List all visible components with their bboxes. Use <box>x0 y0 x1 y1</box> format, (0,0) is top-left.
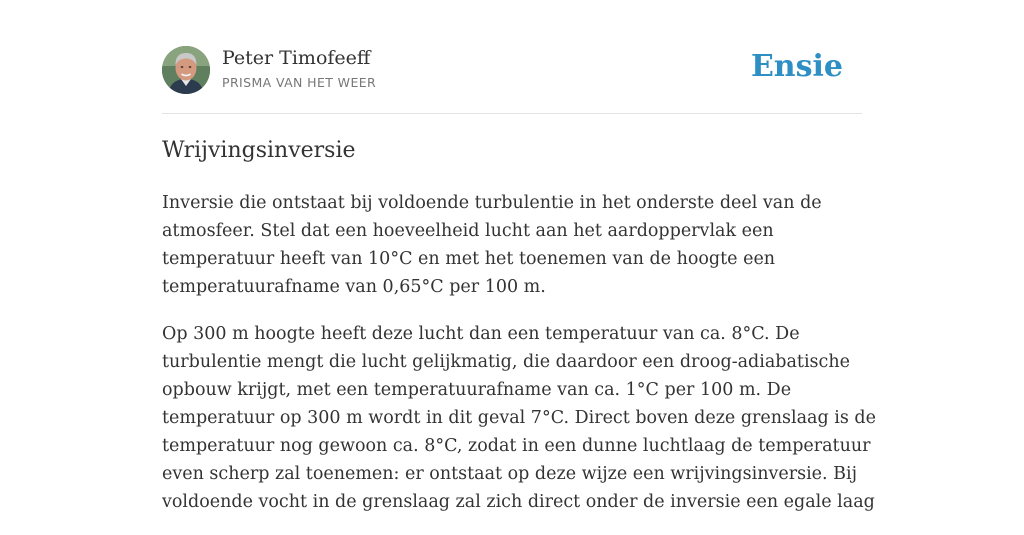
text-line: turbulentie mengt die lucht gelijkmatig, die daardoor een droog-adiabatische <box>162 352 850 372</box>
author-source[interactable]: PRISMA VAN HET WEER <box>222 75 377 90</box>
text-line: Inversie die ontstaat bij voldoende turbulentie in het onderste deel van de <box>162 193 822 213</box>
text-line: even scherp zal toenemen: er ontstaat op deze wijze een wrijvingsinversie. Bij <box>162 464 858 484</box>
author-header <box>162 46 862 96</box>
text-line: opbouw krijgt, met een temperatuurafname van ca. 1°C per 100 m. De <box>162 380 792 400</box>
paragraph <box>162 320 876 516</box>
text-line: temperatuurafname van 0,65°C per 100 m. <box>162 277 546 297</box>
text-line: temperatuur nog gewoon ca. 8°C, zodat in een dunne luchtlaag de temperatuur <box>162 436 871 456</box>
article-title: Wrijvingsinversie <box>162 138 356 163</box>
text-line: temperatuur heeft van 10°C en met het toenemen van de hoogte een <box>162 249 776 269</box>
text-line: Op 300 m hoogte heeft deze lucht dan een temperatuur van ca. 8°C. De <box>162 324 800 344</box>
text-line: atmosfeer. Stel dat een hoeveelheid lucht aan het aardoppervlak een <box>162 221 774 241</box>
avatar-photo-icon <box>162 46 210 94</box>
article-body <box>162 189 876 535</box>
paragraph <box>162 189 862 301</box>
author-avatar[interactable] <box>162 46 210 94</box>
author-name[interactable]: Peter Timofeeff <box>222 47 371 69</box>
text-line: voldoende vocht in de grenslaag zal zich direct onder de inversie een egale laag <box>162 492 875 512</box>
ensie-logo[interactable]: Ensie <box>750 49 843 84</box>
text-line: temperatuur op 300 m wordt in dit geval 7°C. Direct boven deze grenslaag is de <box>162 408 876 428</box>
header-divider <box>162 113 862 114</box>
